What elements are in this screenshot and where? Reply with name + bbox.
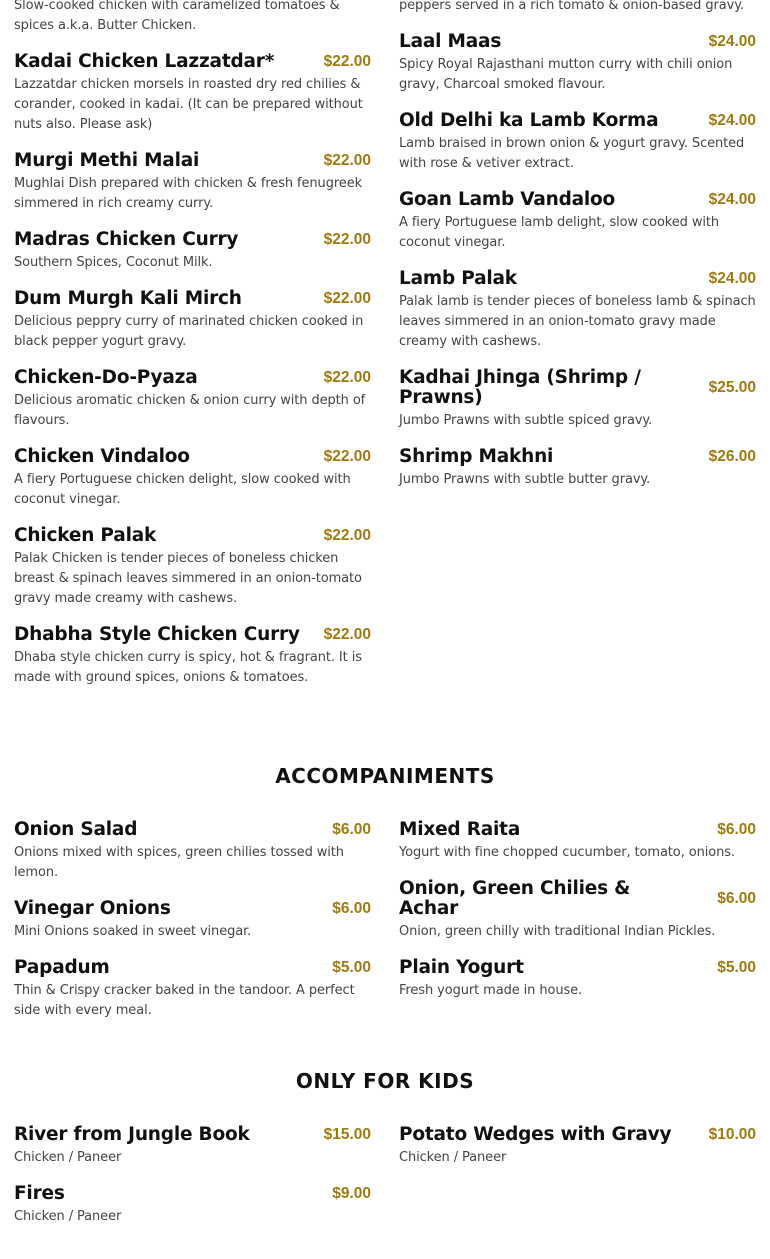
menu-item-header: [399, 958, 756, 978]
menu-item: [14, 289, 371, 352]
menu-item-header: [399, 111, 756, 131]
accompaniments-heading: ACCOMPANIMENTS: [275, 764, 495, 788]
menu-item-header: [14, 289, 371, 309]
menu-item-price: $24.00: [708, 33, 756, 50]
menu-item-header: [14, 52, 371, 72]
menu-item: [14, 958, 371, 1021]
menu-item-header: [14, 1125, 371, 1145]
menu-item-description: Slow-cooked chicken with caramelized tomatoes & spices a.k.a. Butter Chicken.: [14, 0, 340, 33]
menu-item-header: [14, 526, 371, 546]
main-left-column: [14, 0, 371, 704]
menu-item-price: $24.00: [708, 191, 756, 208]
menu-item-description: Delicious peppry curry of marinated chicken cooked in black pepper yogurt gravy.: [14, 314, 364, 349]
menu-item: [14, 625, 371, 688]
menu-item-header: [14, 820, 371, 840]
menu-item: [14, 899, 371, 942]
menu-item-name: Dum Murgh Kali Mirch: [14, 288, 242, 309]
menu-item: [399, 820, 756, 863]
menu-item: [14, 368, 371, 431]
menu-item-header: [399, 269, 756, 289]
menu-item-name: Kadai Chicken Lazzatdar*: [14, 51, 275, 72]
menu-item: [399, 190, 756, 253]
accompaniments-left-column: [14, 820, 371, 1037]
menu-item-price: $24.00: [708, 112, 756, 129]
menu-item-header: [399, 368, 756, 408]
menu-item-price: $26.00: [708, 448, 756, 465]
menu-item-description: A fiery Portuguese lamb delight, slow cooked with coconut vinegar.: [399, 215, 720, 250]
menu-item: [14, 230, 371, 273]
menu-item-description: Chicken / Paneer: [14, 1209, 122, 1224]
menu-item-price: $22.00: [323, 53, 371, 70]
menu-item-price: $6.00: [332, 821, 371, 838]
menu-item-price: $9.00: [332, 1185, 371, 1202]
menu-item-description: Palak lamb is tender pieces of boneless lamb & spinach leaves simmered in an onion-tomato gravy made creamy with cashews.: [399, 294, 756, 349]
menu-item-header: [399, 879, 756, 919]
kids-heading: ONLY FOR KIDS: [295, 1069, 475, 1093]
menu-item-price: $25.00: [708, 379, 756, 396]
menu-item: [14, 820, 371, 883]
menu-item-name: Mixed Raita: [399, 819, 521, 840]
menu-item-description: Mini Onions soaked in sweet vinegar.: [14, 924, 252, 939]
menu-item-description: Delicious aromatic chicken & onion curry with depth of flavours.: [14, 393, 366, 428]
menu-item: [399, 447, 756, 490]
menu-item-header: [14, 151, 371, 171]
menu-item-description: Yogurt with fine chopped cucumber, tomato, onions.: [399, 845, 735, 860]
menu-item-description: Chicken / Paneer: [399, 1150, 507, 1165]
menu-item-description: Jumbo Prawns with subtle butter gravy.: [399, 472, 651, 487]
main-right-column: [399, 0, 756, 506]
menu-item-price: $5.00: [717, 959, 756, 976]
menu-item-price: $5.00: [332, 959, 371, 976]
menu-item-price: $22.00: [323, 290, 371, 307]
menu-item-name: Shrimp Makhni: [399, 446, 554, 467]
menu-item-name: Chicken Palak: [14, 525, 157, 546]
menu-item: [399, 0, 756, 16]
menu-item: [399, 111, 756, 174]
menu-item-description: A fiery Portuguese chicken delight, slow cooked with coconut vinegar.: [14, 472, 351, 507]
menu-item-name: Madras Chicken Curry: [14, 229, 239, 250]
menu-item-name: Potato Wedges with Gravy: [399, 1124, 672, 1145]
menu-item-name: Vinegar Onions: [14, 898, 171, 919]
menu-item-name: River from Jungle Book: [14, 1124, 250, 1145]
menu-item-description: Spicy Royal Rajasthani mutton curry with chili onion gravy, Charcoal smoked flavour.: [399, 57, 733, 92]
menu-item: [14, 52, 371, 135]
menu-item-price: $22.00: [323, 527, 371, 544]
menu-item-price: $15.00: [323, 1126, 371, 1143]
menu-item-description: Dhaba style chicken curry is spicy, hot & fragrant. It is made with ground spices, onions & tomatoes.: [14, 650, 362, 685]
menu-item-description: peppers served in a rich tomato & onion-based gravy.: [399, 0, 744, 13]
menu-item-header: [14, 1184, 371, 1204]
menu-item-header: [14, 958, 371, 978]
menu-item-header: [14, 447, 371, 467]
menu-item-description: Southern Spices, Coconut Milk.: [14, 255, 213, 270]
menu-item-name: Fires: [14, 1183, 65, 1204]
menu-item-name: Goan Lamb Vandaloo: [399, 189, 616, 210]
menu-item-header: [14, 899, 371, 919]
menu-item-price: $6.00: [717, 821, 756, 838]
menu-item-description: Fresh yogurt made in house.: [399, 983, 583, 998]
menu-item-price: $22.00: [323, 152, 371, 169]
menu-item-name: Lamb Palak: [399, 268, 517, 289]
menu-item-price: $22.00: [323, 626, 371, 643]
menu-item-description: Lamb braised in brown onion & yogurt gravy. Scented with rose & vetiver extract.: [399, 136, 745, 171]
menu-item-name: Laal Maas: [399, 31, 502, 52]
menu-item-price: $22.00: [323, 369, 371, 386]
menu-item-price: $6.00: [717, 890, 756, 907]
menu-item: [14, 151, 371, 214]
menu-item-description: Palak Chicken is tender pieces of boneless chicken breast & spinach leaves simmered in an onion-tomato gravy made creamy with cashews.: [14, 551, 362, 606]
menu-item: [14, 1184, 371, 1227]
menu-item-header: [399, 820, 756, 840]
menu-item-description: Thin & Crispy cracker baked in the tandoor. A perfect side with every meal.: [14, 983, 355, 1018]
menu-item-price: $10.00: [708, 1126, 756, 1143]
menu-item-header: [399, 190, 756, 210]
menu-item-price: $22.00: [323, 231, 371, 248]
menu-item: [399, 879, 756, 942]
menu-item-name: Murgi Methi Malai: [14, 150, 200, 171]
menu-item-description: Jumbo Prawns with subtle spiced gravy.: [399, 413, 653, 428]
menu-item-header: [399, 32, 756, 52]
menu-item-description: Lazzatdar chicken morsels in roasted dry red chilies & corander, cooked in kadai. (It can be prepared without nuts also. Please ask): [14, 77, 363, 132]
menu-item-description: Onions mixed with spices, green chilies tossed with lemon.: [14, 845, 344, 880]
menu-item-header: [399, 1125, 756, 1145]
menu-item-name: Onion Salad: [14, 819, 138, 840]
menu-item-price: $6.00: [332, 900, 371, 917]
menu-item: [399, 368, 756, 431]
menu-item-name: Dhabha Style Chicken Curry: [14, 624, 300, 645]
menu-item-name: Chicken-Do-Pyaza: [14, 367, 198, 388]
menu-item-description: Onion, green chilly with traditional Indian Pickles.: [399, 924, 716, 939]
menu-item-name: Onion, Green Chilies & Achar: [399, 878, 631, 919]
menu-item: [14, 1125, 371, 1168]
menu-item: [14, 0, 371, 36]
menu-item-price: $22.00: [323, 448, 371, 465]
menu-item: [399, 1125, 756, 1168]
menu-item-header: [399, 447, 756, 467]
menu-item: [399, 32, 756, 95]
menu-item-name: Papadum: [14, 957, 110, 978]
menu-item-name: Old Delhi ka Lamb Korma: [399, 110, 659, 131]
kids-left-column: [14, 1125, 371, 1243]
kids-right-column: [399, 1125, 756, 1184]
menu-item: [399, 958, 756, 1001]
menu-item: [14, 447, 371, 510]
menu-item-header: [14, 625, 371, 645]
menu-item: [399, 269, 756, 352]
menu-item-header: [14, 230, 371, 250]
menu-item-header: [14, 368, 371, 388]
menu-item-price: $24.00: [708, 270, 756, 287]
menu-item-description: Chicken / Paneer: [14, 1150, 122, 1165]
accompaniments-right-column: [399, 820, 756, 1017]
menu-item-description: Mughlai Dish prepared with chicken & fresh fenugreek simmered in rich creamy curry.: [14, 176, 363, 211]
menu-item-name: Kadhai Jhinga (Shrimp / Prawns): [399, 367, 641, 408]
menu-item-name: Chicken Vindaloo: [14, 446, 190, 467]
menu-item-name: Plain Yogurt: [399, 957, 524, 978]
menu-item: [14, 526, 371, 609]
